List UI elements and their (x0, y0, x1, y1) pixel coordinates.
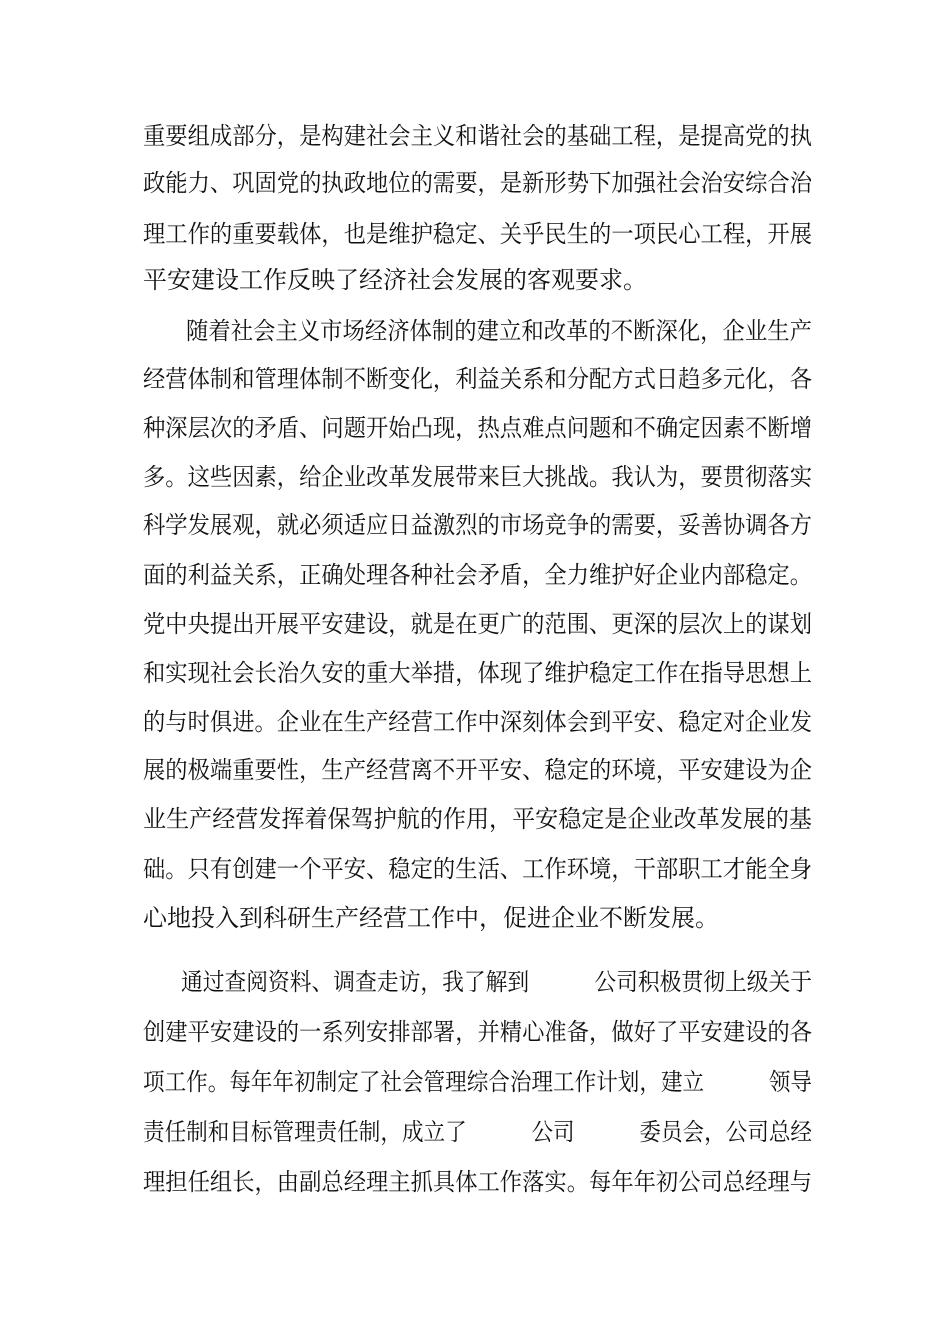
text-line: 科学发展观，就必须适应日益激烈的市场竞争的需要，妥善协调各方 (143, 511, 813, 539)
text-line: 政能力、巩固党的执政地位的需要，是新形势下加强社会治安综合治 (143, 169, 813, 197)
text-line: 的与时俱进。企业在生产经营工作中深刻体会到平安、稳定对企业发 (143, 708, 813, 736)
text-line: 党中央提出开展平安建设，就是在更广的范围、更深的层次上的谋划 (143, 610, 813, 638)
text-line: 理担任组长，由副总经理主抓具体工作落实。每年年初公司总经理与 (143, 1168, 813, 1196)
text-line: 经营体制和管理体制不断变化，利益关系和分配方式日趋多元化，各 (143, 365, 813, 393)
text-line: 础。只有创建一个平安、稳定的生活、工作环境，干部职工才能全身 (143, 855, 813, 883)
text-line: 随着社会主义市场经济体制的建立和改革的不断深化，企业生产 (186, 317, 812, 345)
text-line: 种深层次的矛盾、问题开始凸现，热点难点问题和不确定因素不断增 (143, 414, 813, 442)
text-line: 责任制和目标管理责任制，成立了 公司 委员会，公司总经 (143, 1118, 813, 1146)
text-line: 多。这些因素，给企业改革发展带来巨大挑战。我认为，要贯彻落实 (143, 463, 813, 491)
text-line: 面的利益关系，正确处理各种社会矛盾，全力维护好企业内部稳定。 (143, 561, 813, 589)
text-line: 创建平安建设的一系列安排部署，并精心准备，做好了平安建设的各 (143, 1018, 813, 1046)
text-line: 理工作的重要载体，也是维护稳定、关乎民生的一项民心工程，开展 (143, 220, 813, 248)
text-line: 重要组成部分，是构建社会主义和谐社会的基础工程，是提高党的执 (143, 122, 813, 150)
text-line: 项工作。每年年初制定了社会管理综合治理工作计划，建立 领导 (143, 1068, 813, 1096)
text-line: 心地投入到科研生产经营工作中，促进企业不断发展。 (143, 904, 719, 932)
text-line: 平安建设工作反映了经济社会发展的客观要求。 (143, 266, 647, 294)
text-line: 业生产经营发挥着保驾护航的作用，平安稳定是企业改革发展的基 (143, 805, 812, 833)
text-line: 展的极端重要性，生产经营离不开平安、稳定的环境，平安建设为企 (143, 756, 813, 784)
text-line: 和实现社会长治久安的重大举措，体现了维护稳定工作在指导思想上 (143, 659, 813, 687)
text-line: 通过查阅资料、调查走访，我了解到 公司积极贯彻上级关于 (181, 968, 812, 996)
